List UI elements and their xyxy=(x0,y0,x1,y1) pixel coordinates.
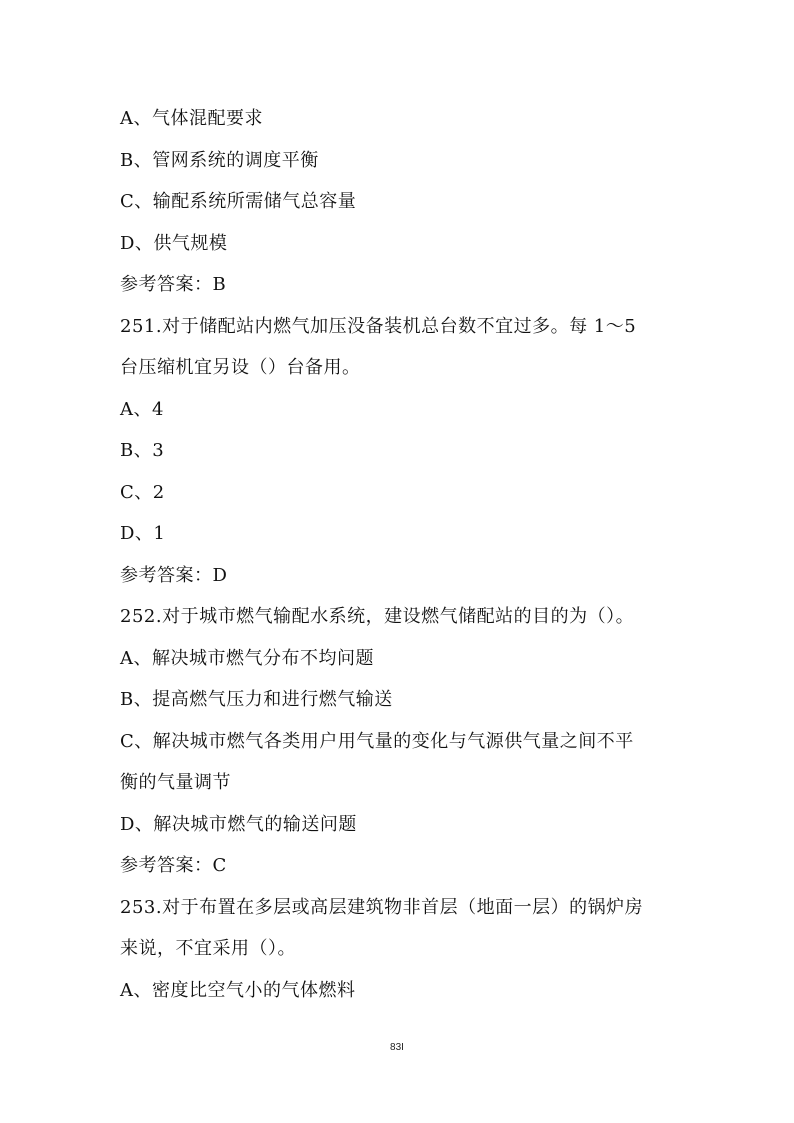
question-line: 来说，不宜采用（）。 xyxy=(120,938,296,959)
answer-line: 参考答案：B xyxy=(120,274,227,295)
option-line: 衡的气量调节 xyxy=(120,772,231,793)
option-line: B、3 xyxy=(120,440,165,461)
option-line: B、提高燃气压力和进行燃气输送 xyxy=(120,689,393,710)
option-line: C、输配系统所需储气总容量 xyxy=(120,191,357,212)
option-line: C、2 xyxy=(120,481,165,503)
option-line: D、解决城市燃气的输送问题 xyxy=(120,813,357,835)
option-line: A、解决城市燃气分布不均问题 xyxy=(120,647,374,669)
answer-line: 参考答案：D xyxy=(120,564,228,586)
option-line: C、解决城市燃气各类用户用气量的变化与气源供气量之间不平 xyxy=(120,730,634,752)
answer-line: 参考答案：C xyxy=(120,855,227,876)
page-number: 83I xyxy=(390,1042,404,1053)
question-line: 252.对于城市燃气输配水系统，建设燃气储配站的目的为（）。 xyxy=(120,606,635,627)
question-line: 251.对于储配站内燃气加压没备装机总台数不宜过多。每 1～5 xyxy=(120,315,637,337)
document-body xyxy=(120,98,680,1011)
option-line: A、4 xyxy=(120,398,164,420)
question-line: 台压缩机宜另设（）台备用。 xyxy=(120,357,361,378)
option-line: A、气体混配要求 xyxy=(120,108,263,129)
option-line: A、密度比空气小的气体燃料 xyxy=(120,979,356,1001)
question-line: 253.对于布置在多层或高层建筑物非首层（地面一层）的锅炉房 xyxy=(120,896,644,918)
option-line: B、管网系统的调度平衡 xyxy=(120,149,319,171)
option-line: D、供气规模 xyxy=(120,232,228,254)
option-line: D、1 xyxy=(120,523,166,544)
